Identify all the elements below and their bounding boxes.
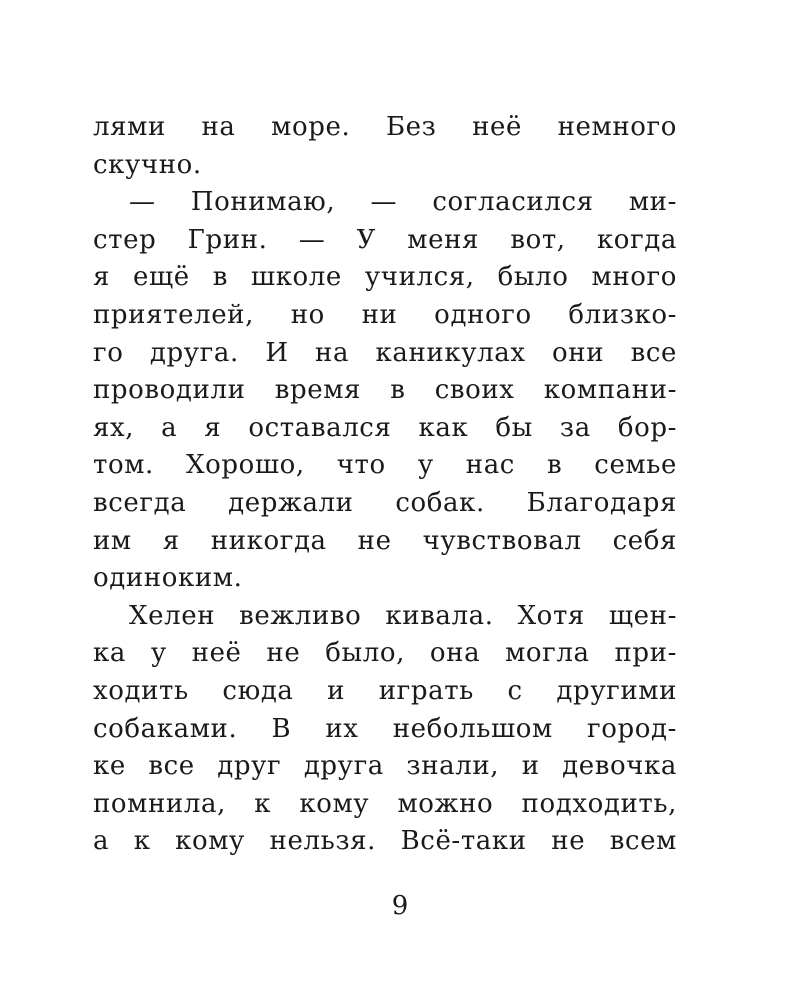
body-text — [93, 109, 677, 861]
text-line: го друга. И на каникулах они все — [93, 337, 677, 368]
text-line: стер Грин. — У меня вот, когда — [93, 224, 677, 255]
text-line: я ещё в школе учился, было много — [93, 262, 677, 293]
text-line: собаками. В их небольшом город- — [93, 713, 677, 744]
text-line: — Понимаю, — согласился ми- — [129, 187, 677, 218]
text-line: всегда держали собак. Благодаря — [93, 487, 677, 518]
text-line: ка у неё не было, она могла при- — [93, 638, 677, 669]
text-line: лями на море. Без неё немного — [93, 112, 677, 142]
text-line: ях, а я оставался как бы за бор- — [93, 412, 677, 443]
text-line: одиноким. — [93, 563, 243, 594]
text-line: проводили время в своих компани- — [93, 375, 677, 406]
text-line: а к кому нельзя. Всё-таки не всем — [93, 826, 677, 857]
page-number: 9 — [391, 891, 409, 921]
text-line: Хелен вежливо кивала. Хотя щен- — [129, 600, 677, 631]
text-line: ходить сюда и играть с другими — [93, 675, 677, 706]
text-line: скучно. — [93, 149, 202, 180]
text-line: им я никогда не чувствовал себя — [93, 525, 677, 556]
text-line: том. Хорошо, что у нас в семье — [93, 450, 677, 481]
text-line: приятелей, но ни одного близко- — [93, 299, 677, 330]
text-line: ке все друг друга знали, и девочка — [93, 751, 677, 782]
text-line: помнила, к кому можно подходить, — [93, 788, 677, 819]
